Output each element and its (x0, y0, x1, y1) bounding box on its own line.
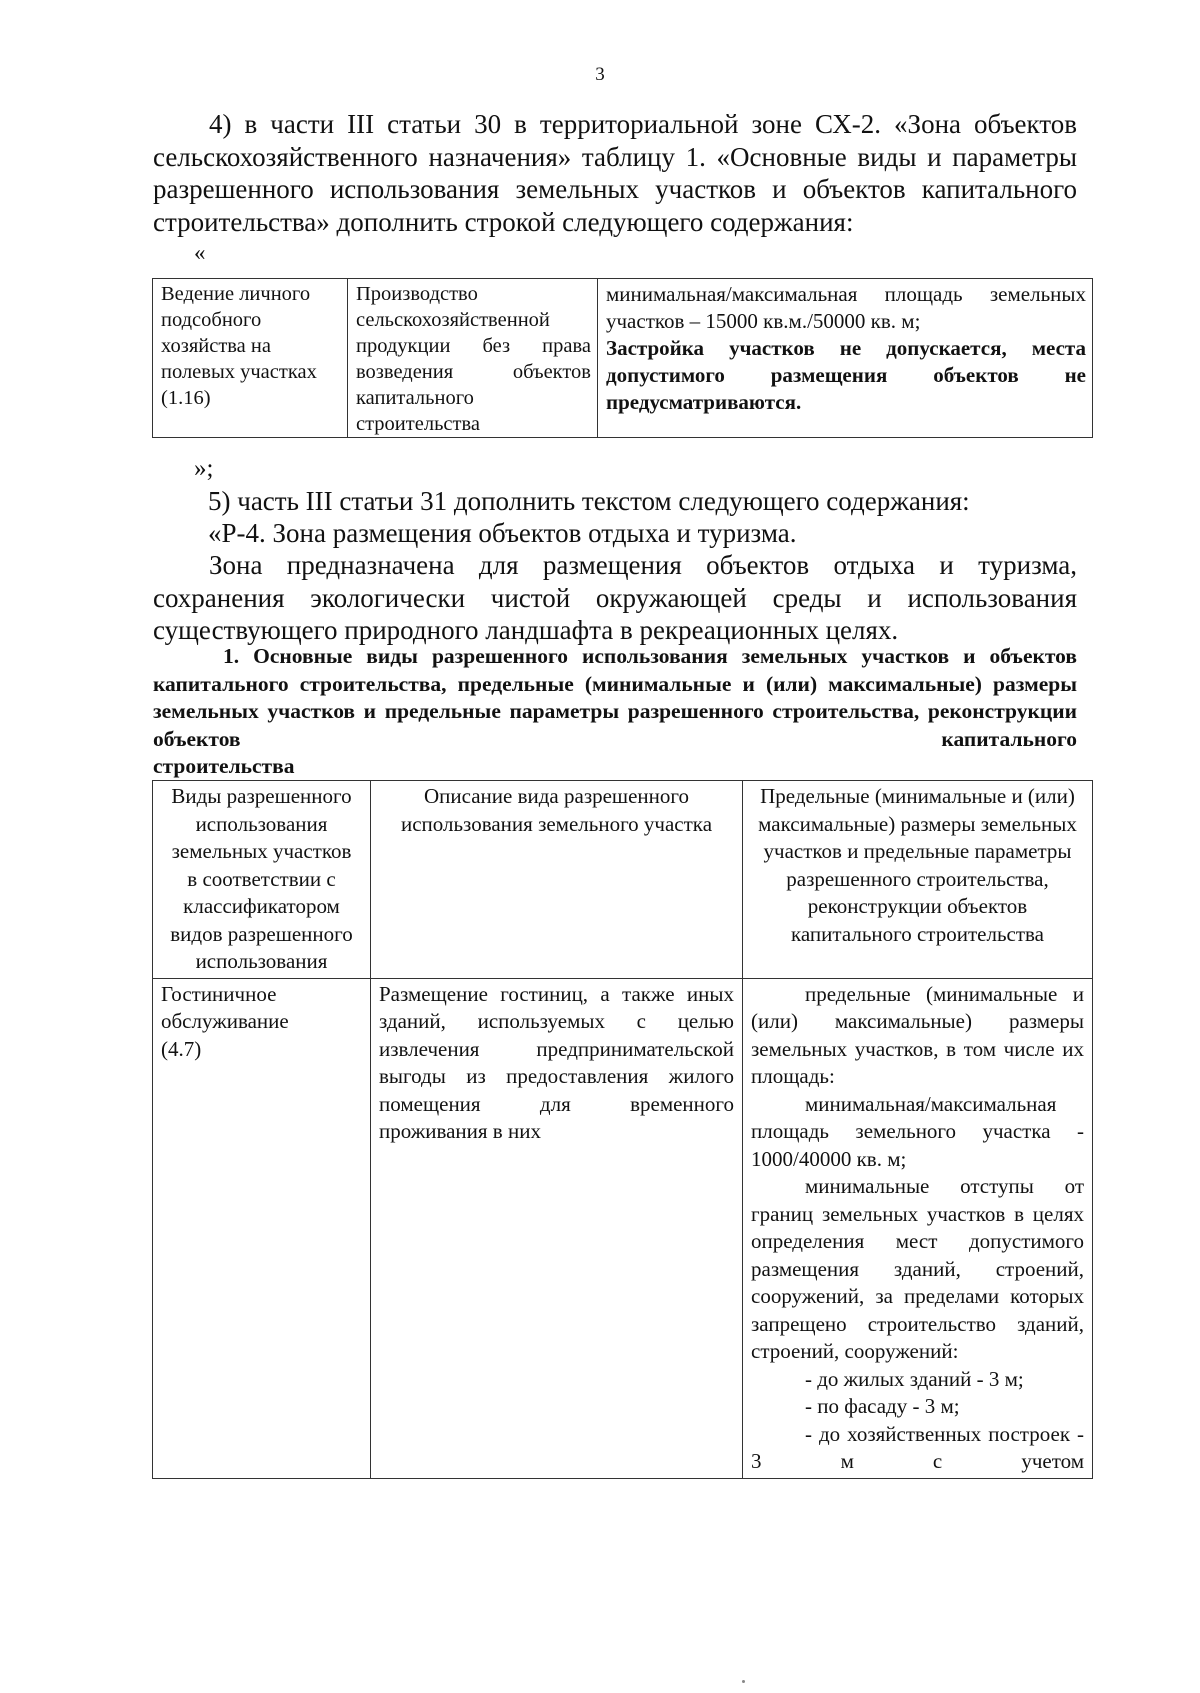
page-number: 3 (595, 64, 605, 85)
param-p1: предельные (минимальные и (или) максимальные) размеры земельных участков, в том числе их площадь: (751, 981, 1084, 1088)
table-zone-r4 (152, 780, 1093, 1479)
section-heading-end: строительства (153, 754, 295, 778)
header-cell-use-types: Виды разрешенного использования земельных участков в соответствии с классификатором видов разрешенного использования (153, 781, 371, 979)
cell-line: (1.16) (161, 387, 211, 409)
table-amendment-row (152, 278, 1093, 438)
table-cell-use-type (153, 978, 371, 1478)
section-heading (153, 643, 1077, 781)
zone-title: «Р-4. Зона размещения объектов отдыха и туризма. (208, 518, 797, 548)
header-cell-parameters: Предельные (минимальные и (или) максимальные) размеры земельных участков и предельные параметры разрешенного строительства, реконструкции объектов капитального строительства (743, 781, 1093, 979)
paragraph-5: 5) часть III статьи 31 дополнить текстом следующего содержания: (208, 486, 970, 516)
zone-description: Зона предназначена для размещения объектов отдыха и туризма, сохранения экологически чистой окружающей среды и использования существующего природного ландшафта в рекреационных целях. (153, 550, 1077, 645)
cell-line: обслуживание (161, 1009, 289, 1033)
table-row (153, 978, 1093, 1478)
header-cell-description: Описание вида разрешенного использования земельного участка (371, 781, 743, 979)
table-row (153, 279, 1093, 438)
section-heading-text: 1. Основные виды разрешенного использования земельных участков и объектов капитального строительства, предельные (минимальные и (или) максимальные) размеры земельных участков и предельные параметры разрешенного строительства, реконструкции объектов капитального (153, 644, 1077, 751)
quote-close: »; (194, 455, 214, 482)
cell-text-normal: минимальная/максимальная площадь земельных участков – 15000 кв.м./50000 кв. м; (606, 282, 1086, 333)
table-cell-description: Производство сельскохозяйственной продукции без права возведения объектов капитального строительства (348, 279, 598, 438)
cell-line: хозяйства на (161, 335, 271, 357)
param-p3: минимальные отступы от границ земельных участков в целях определения мест допустимого размещения зданий, строений, сооружений, за пределами которых запрещено строительство зданий, строений, сооружений: (751, 1174, 1084, 1363)
param-p6: - до хозяйственных построек - 3 м с учетом (751, 1421, 1084, 1473)
param-p4: - до жилых зданий - 3 м; (805, 1366, 1024, 1391)
cell-line: Ведение личного (161, 283, 311, 305)
cell-text-bold: Застройка участков не допускается, места допустимого размещения объектов не предусматриваются. (606, 336, 1086, 414)
param-p2: минимальная/максимальная площадь земельного участка - 1000/40000 кв. м; (751, 1091, 1084, 1171)
table-cell-use-type (153, 279, 348, 438)
table-cell-parameters (743, 978, 1093, 1478)
quote-open: « (194, 240, 206, 265)
cell-line: подсобного (161, 309, 262, 331)
cell-line: Гостиничное (161, 981, 277, 1006)
table-header-row (153, 781, 1093, 979)
cell-line: (4.7) (161, 1036, 202, 1061)
cell-line: полевых участках (161, 361, 317, 383)
table-cell-description: Размещение гостиниц, а также иных зданий, используемых с целью извлечения предпринимательской выгоды из предоставления жилого помещения для временного проживания в них (371, 978, 743, 1478)
paragraph-4: 4) в части III статьи 30 в территориальной зоне СХ-2. «Зона объектов сельскохозяйственного назначения» таблицу 1. «Основные виды и параметры разрешенного использования земельных участков и объектов капитального строительства» дополнить строкой следующего содержания: (153, 109, 1077, 237)
scan-speck (742, 1680, 745, 1683)
param-p5: - по фасаду - 3 м; (805, 1394, 960, 1418)
table-cell-parameters (598, 279, 1093, 438)
